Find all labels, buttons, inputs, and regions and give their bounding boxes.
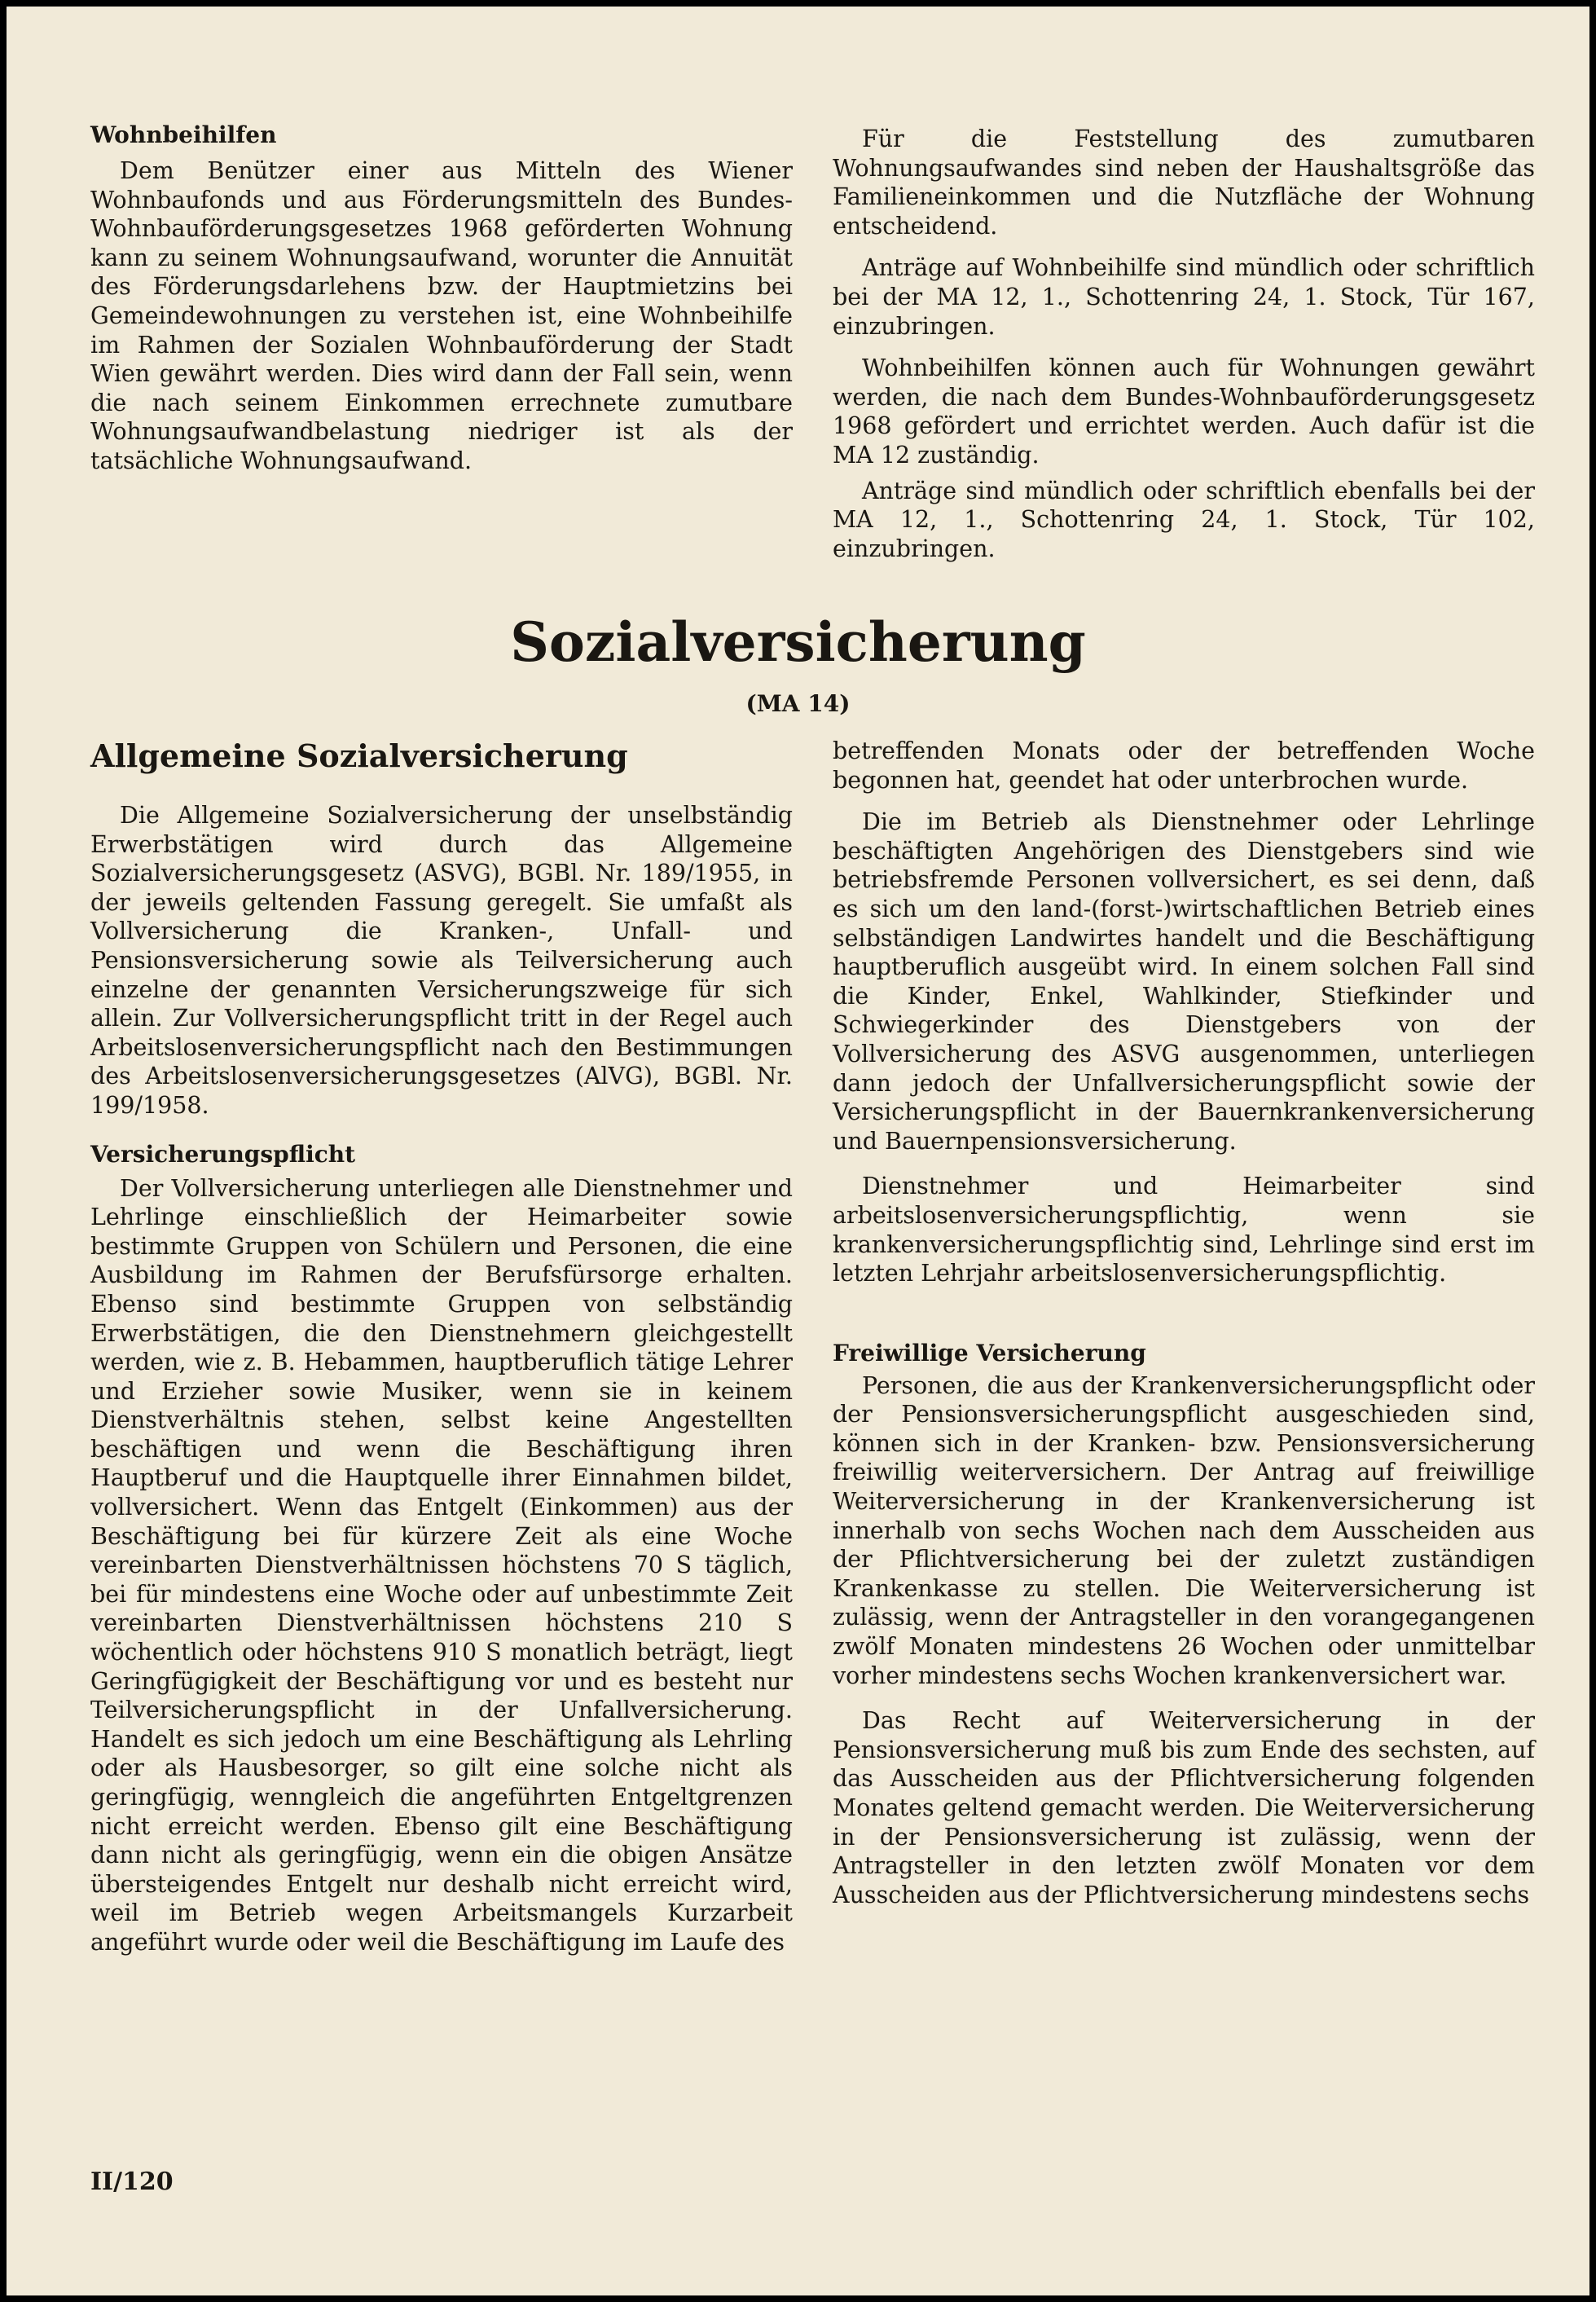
- section-title: Sozialversicherung: [510, 610, 1086, 674]
- paragraph: Personen, die aus der Krankenversicherungspflicht oder der Pensionsversicherungspflicht ausgeschieden sind, können sich in der Kranken- bzw. Pensionsversicherung freiwillig weiterversichern. Der Antrag auf freiwillige Weiterversicherung in der Krankenversicherung ist innerhalb von sechs Wochen nach dem Ausscheiden aus der Pflichtversicherung bei der zuletzt zuständigen Krankenkasse zu stellen. Die Weiterversicherung ist zulässig, wenn der Antragsteller in den vorangegangenen zwölf Monaten mindestens 26 Wochen oder unmittelbar vorher mindestens sechs Wochen krankenversichert war.: [833, 1371, 1535, 1689]
- heading-freiwillige-versicherung: Freiwillige Versicherung: [833, 1339, 1146, 1367]
- column-bottom-right: [833, 737, 1535, 1909]
- paragraph: Das Recht auf Weiterversicherung in der Pensionsversicherung muß bis zum Ende des sechsten, auf das Ausscheiden aus der Pflichtversicherung folgenden Monates geltend gemacht werden. Die Weiterversicherung in der Pensionsversicherung ist zulässig, wenn der Antragsteller in den letzten zwölf Monaten vor dem Ausscheiden aus der Pflichtversicherung mindestens sechs: [833, 1707, 1535, 1908]
- paragraph: betreffenden Monats oder der betreffenden Woche begonnen hat, geendet hat oder unterbrochen wurde.: [833, 737, 1535, 794]
- paragraph: Die Allgemeine Sozialversicherung der unselbständig Erwerbstätigen wird durch das Allgemeine Sozialversicherungsgesetz (ASVG), BGBl. Nr. 189/1955, in der jeweils geltenden Fassung geregelt. Sie umfaßt als Vollversicherung die Kranken-, Unfall- und Pensionsversicherung sowie als Teilversicherung auch einzelne der genannten Versicherungszweige für sich allein. Zur Vollversicherungspflicht tritt in der Regel auch Arbeitslosenversicherungspflicht nach den Bestimmungen des Arbeitslosenversicherungsgesetzes (AlVG), BGBl. Nr. 199/1958.: [90, 802, 793, 1119]
- paragraph: Dem Benützer einer aus Mitteln des Wiener Wohnbaufonds und aus Förderungsmitteln des Bundes-Wohnbauförderungsgesetzes 1968 geförderten Wohnung kann zu seinem Wohnungsaufwand, worunter die Annuität des Förderungsdarlehens bzw. der Hauptmietzins bei Gemeindewohnungen zu verstehen ist, eine Wohnbeihilfe im Rahmen der Sozialen Wohnbauförderung der Stadt Wien gewährt werden. Dies wird dann der Fall sein, wenn die nach seinem Einkommen errechnete zumutbare Wohnungsaufwandbelastung niedriger ist als der tatsächliche Wohnungsaufwand.: [90, 157, 793, 474]
- paragraph: Dienstnehmer und Heimarbeiter sind arbeitslosenversicherungspflichtig, wenn sie krankenversicherungspflichtig sind, Lehrlinge sind erst im letzten Lehrjahr arbeitslosenversicherungspflichtig.: [833, 1173, 1535, 1287]
- paragraph: Anträge sind mündlich oder schriftlich ebenfalls bei der MA 12, 1., Schottenring 24, 1. Stock, Tür 102, einzubringen.: [833, 477, 1535, 562]
- heading-versicherungspflicht: Versicherungspflicht: [90, 1140, 356, 1168]
- column-top-right: [833, 125, 1535, 563]
- column-bottom-left: [90, 736, 793, 1957]
- section-subtitle: (MA 14): [745, 690, 851, 717]
- paragraph: Der Vollversicherung unterliegen alle Dienstnehmer und Lehrlinge einschließlich der Heimarbeiter sowie bestimmte Gruppen von Schülern und Personen, die eine Ausbildung im Rahmen der Berufsfürsorge erhalten. Ebenso sind bestimmte Gruppen von selbständig Erwerbstätigen, die den Dienstnehmern gleichgestellt werden, wie z. B. Hebammen, hauptberuflich tätige Lehrer und Erzieher sowie Musiker, wenn sie in keinem Dienstverhältnis stehen, selbst keine Angestellten beschäftigen und wenn die Beschäftigung ihren Hauptberuf und die Hauptquelle ihrer Einnahmen bildet, vollversichert. Wenn das Entgelt (Einkommen) aus der Beschäftigung bei für kürzere Zeit als eine Woche vereinbarten Dienstverhältnissen höchstens 70 S täglich, bei für mindestens eine Woche oder auf unbestimmte Zeit vereinbarten Dienstverhältnissen höchstens 210 S wöchentlich oder höchstens 910 S monatlich beträgt, liegt Geringfügigkeit der Beschäftigung vor und es besteht nur Teilversicherungspflicht in der Unfallversicherung. Handelt es sich jedoch um eine Beschäftigung als Lehrling oder als Hausbesorger, so gilt eine solche nicht als geringfügig, wenngleich die angeführten Entgeltgrenzen nicht erreicht werden. Ebenso gilt eine Beschäftigung dann nicht als geringfügig, wenn ein die obigen Ansätze übersteigendes Entgelt nur deshalb nicht erreicht wird, weil im Betrieb wegen Arbeitsmangels Kurzarbeit angeführt wurde oder weil die Beschäftigung im Laufe des: [90, 1174, 793, 1956]
- heading-wohnbeihilfen: Wohnbeihilfen: [90, 121, 277, 148]
- page-number: II/120: [90, 2168, 174, 2196]
- paragraph: Wohnbeihilfen können auch für Wohnungen gewährt werden, die nach dem Bundes-Wohnbauförderungsgesetz 1968 gefördert und errichtet werden. Auch dafür ist die MA 12 zuständig.: [833, 354, 1535, 469]
- paragraph: Für die Feststellung des zumutbaren Wohnungsaufwandes sind neben der Haushaltsgröße das Familieneinkommen und die Nutzfläche der Wohnung entscheidend.: [833, 125, 1535, 240]
- paragraph: Anträge auf Wohnbeihilfe sind mündlich oder schriftlich bei der MA 12, 1., Schottenring 24, 1. Stock, Tür 167, einzubringen.: [833, 254, 1535, 340]
- paragraph: Die im Betrieb als Dienstnehmer oder Lehrlinge beschäftigten Angehörigen des Dienstgebers sind wie betriebsfremde Personen vollversichert, es sei denn, daß es sich um den land-(forst-)wirtschaftlichen Betrieb eines selbständigen Landwirtes handelt und die Beschäftigung hauptberuflich ausgeübt wird. In einem solchen Fall sind die Kinder, Enkel, Wahlkinder, Stiefkinder und Schwiegerkinder des Dienstgebers von der Vollversicherung des ASVG ausgenommen, unterliegen dann jedoch der Unfallversicherungspflicht sowie der Versicherungspflicht in der Bauernkrankenversicherung und Bauernpensionsversicherung.: [833, 808, 1535, 1155]
- document-page: [7, 7, 1589, 2295]
- heading-allgemeine-sozialversicherung: Allgemeine Sozialversicherung: [90, 737, 628, 774]
- column-top-left: [90, 119, 793, 476]
